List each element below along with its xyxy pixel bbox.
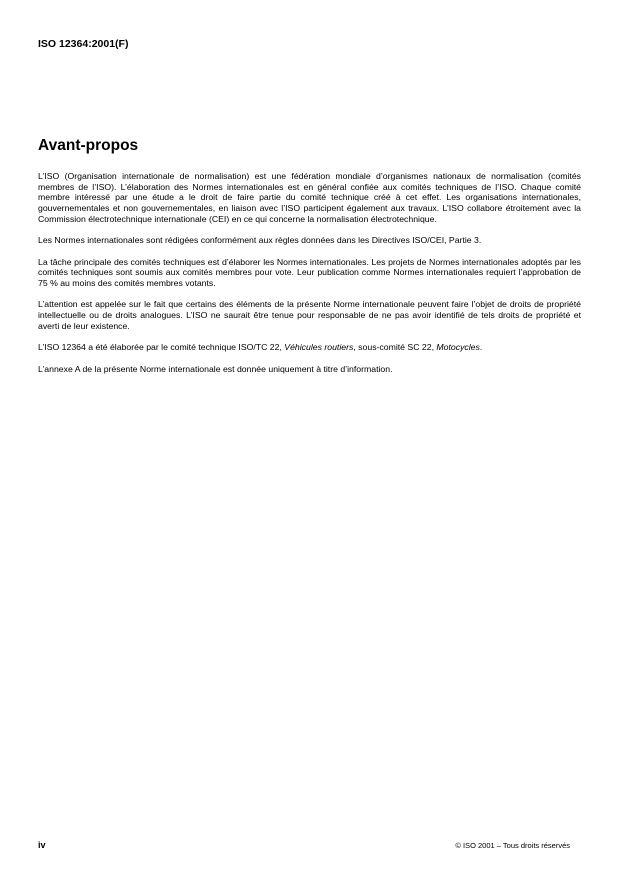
subcommittee-name: Motocycles xyxy=(436,342,480,353)
paragraph-technical-committees: La tâche principale des comités techniques est d’élaborer les Normes internationales. Les projets de Normes internationales adoptés par les comités techniques sont soumis aux comités membres pour vote. Leur publication comme Normes internationales requiert l’approbation de 75 % au moins des comités membres votants. xyxy=(38,256,581,288)
document-header: ISO 12364:2001(F) xyxy=(38,38,129,50)
prepared-by-text: L’ISO 12364 a été élaborée par le comité technique ISO/TC 22, xyxy=(38,342,285,353)
period: . xyxy=(479,342,483,353)
foreword-body xyxy=(38,171,581,385)
committee-name: Véhicules routiers xyxy=(284,342,354,353)
paragraph-patent-rights: L’attention est appelée sur le fait que certains des éléments de la présente Norme internationale peuvent faire l’objet de droits de propriété intellectuelle ou de droits analogues. L’ISO ne saurait être tenue pour responsable de ne pas avoir identifié de tels droits de propriété et averti de leur existence. xyxy=(38,299,581,331)
paragraph-prepared-by xyxy=(38,342,581,353)
paragraph-iso-organisation: L’ISO (Organisation internationale de normalisation) est une fédération mondiale d’organismes nationaux de normalisation (comités membres de l’ISO). L’élaboration des Normes internationales est en général confiée aux comités techniques de l’ISO. Chaque comité membre intéressé par une étude a le droit de faire partie du comité technique créé à cet effet. Les organisations internationales, gouvernementales et non gouvernementales, en liaison avec l’ISO participent également aux travaux. L’ISO collabore étroitement avec la Commission électrotechnique internationale (CEI) en ce qui concerne la normalisation électrotechnique. xyxy=(38,171,581,224)
subcommittee-text: , sous-comité SC 22, xyxy=(353,342,437,353)
paragraph-directives: Les Normes internationales sont rédigées conformément aux règles données dans les Directives ISO/CEI, Partie 3. xyxy=(38,235,482,246)
paragraph-annex-note: L’annexe A de la présente Norme internationale est donnée uniquement à titre d’information. xyxy=(38,363,393,374)
page-number: iv xyxy=(38,840,46,850)
page-title: Avant-propos xyxy=(38,137,139,154)
copyright-notice: © ISO 2001 – Tous droits réservés xyxy=(455,841,570,850)
